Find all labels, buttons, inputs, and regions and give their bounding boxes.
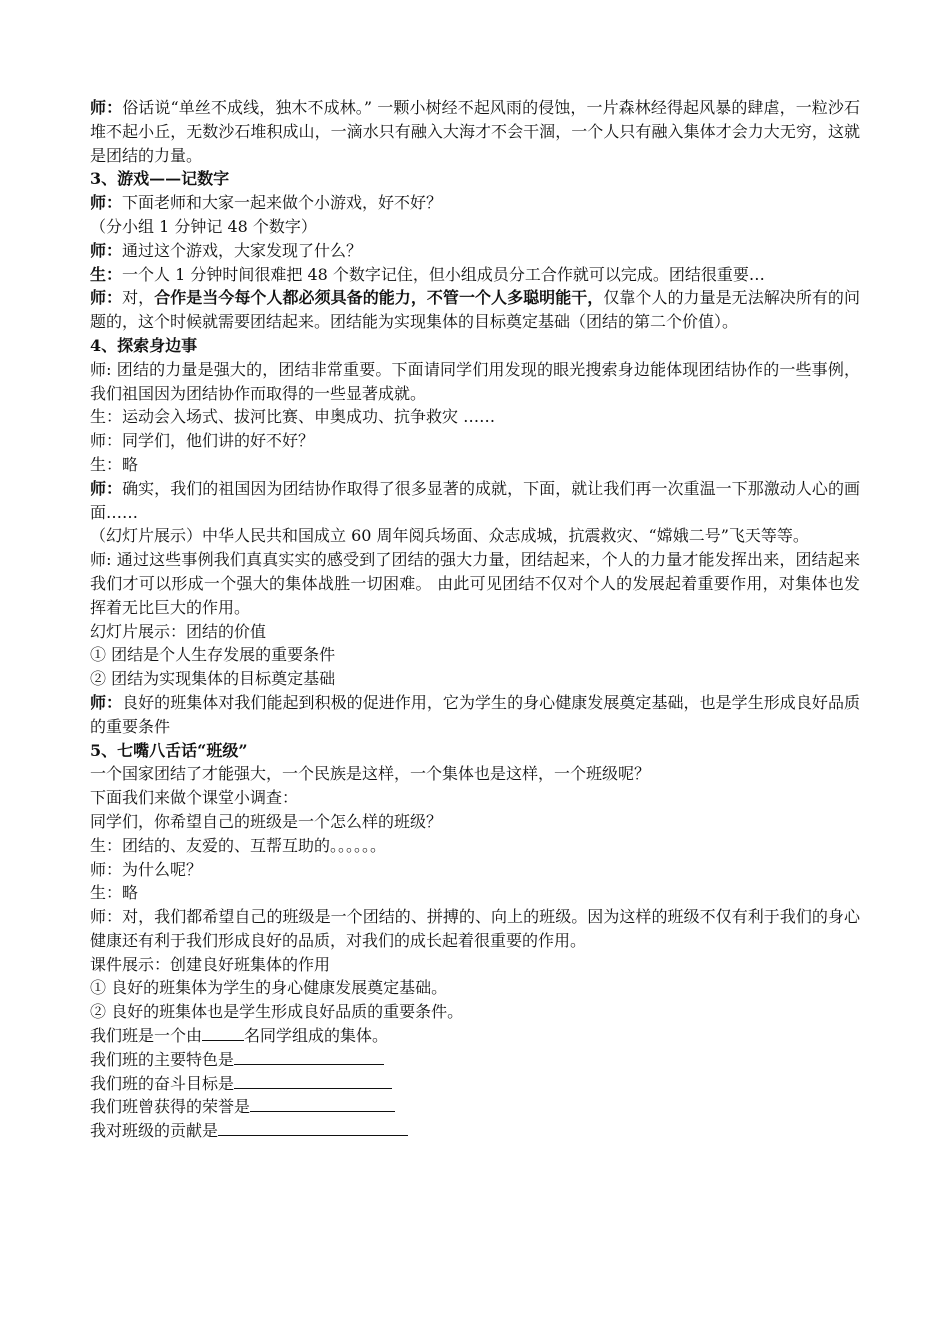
paragraph-text: 对，	[122, 288, 155, 308]
section-heading: 4、探索身边事	[90, 335, 198, 355]
blank-prompt: 我们班的主要特色是	[90, 1049, 235, 1069]
speaker-label: 师：	[90, 478, 123, 498]
paragraph	[90, 477, 860, 525]
speaker-label: 师：	[90, 98, 123, 117]
paragraph: （幻灯片展示）中华人民共和国成立 60 周年阅兵场面、众志成城，抗震救灾、“嫦娥二号”飞天等等。	[90, 526, 809, 546]
list-item: ① 良好的班集体为学生的身心健康发展奠定基础。	[90, 978, 448, 998]
blank-underline	[218, 1121, 408, 1136]
fill-blank-line	[90, 1024, 860, 1048]
blank-prompt: 名同学组成的集体。	[244, 1026, 389, 1046]
speaker-label: 师：	[90, 288, 123, 308]
paragraph-text: 仅靠个人的力量是无法解决所有的问题的，这个时候就需要团结起来。团结能为实现集体的目标奠定基础（团结的第二个价值）。	[90, 288, 860, 332]
speaker-label: 师：	[90, 692, 123, 712]
blank-prompt: 我对班级的贡献是	[90, 1121, 219, 1141]
paragraph	[90, 239, 860, 263]
paragraph-text: 一个人 1 分钟时间很难把 48 个数字记住，但小组成员分工合作就可以完成。团结很重要…	[122, 264, 765, 284]
paragraph: 课件展示：创建良好班集体的作用	[90, 954, 331, 974]
speaker-label: 生：	[90, 264, 123, 284]
blank-prompt: 我们班的奋斗目标是	[90, 1073, 235, 1093]
list-item: ① 团结是个人生存发展的重要条件	[90, 645, 336, 665]
paragraph-text: 下面老师和大家一起来做个小游戏，好不好？	[122, 193, 443, 213]
emphasis-text: 合作是当今每个人都必须具备的能力，不管一个人多聪明能干，	[154, 288, 604, 308]
paragraph	[90, 263, 860, 287]
paragraph: 生：略	[90, 883, 139, 903]
blank-underline	[234, 1050, 384, 1065]
paragraph: 生：团结的、友爱的、互帮互助的。。。。。。	[90, 835, 387, 855]
paragraph-text: 确实，我们的祖国因为团结协作取得了很多显著的成就，下面，就让我们再一次重温一下那激动人心的画面……	[90, 478, 860, 522]
paragraph: 师: 通过这些事例我们真真实实的感受到了团结的强大力量，团结起来，个人的力量才能发挥出来，团结起来我们才可以形成一个强大的集体战胜一切困难。 由此可见团结不仅对个人的发展起着重要作用，对集体也发挥着无比巨大的作用。	[90, 550, 860, 617]
paragraph: 师: 团结的力量是强大的，团结非常重要。下面请同学们用发现的眼光搜索身边能体现团结协作的一些事例，我们祖国因为团结协作而取得的一些显著成就。	[90, 359, 860, 403]
paragraph-text: 通过这个游戏，大家发现了什么？	[122, 240, 363, 260]
paragraph: 师：对，我们都希望自己的班级是一个团结的、拼搏的、向上的班级。因为这样的班级不仅有利于我们的身心健康还有利于我们形成良好的品质，对我们的成长起着很重要的作用。	[90, 907, 860, 950]
paragraph: 同学们，你希望自己的班级是一个怎么样的班级？	[90, 811, 443, 831]
section-heading: 3、游戏——记数字	[90, 169, 230, 189]
list-item: ② 良好的班集体也是学生形成良好品质的重要条件。	[90, 1002, 464, 1022]
fill-blank-line	[90, 1072, 860, 1096]
paragraph	[90, 191, 860, 215]
paragraph: 生：运动会入场式、拔河比赛、申奥成功、抗争救灾 ……	[90, 407, 496, 427]
blank-prompt: 我们班曾获得的荣誉是	[90, 1097, 251, 1117]
paragraph-text: 良好的班集体对我们能起到积极的促进作用，它为学生的身心健康发展奠定基础，也是学生形成良好品质的重要条件	[90, 692, 860, 736]
paragraph	[90, 691, 860, 739]
fill-blank-line	[90, 1119, 860, 1143]
paragraph: （分小组 1 分钟记 48 个数字）	[90, 216, 317, 236]
speaker-label: 师：	[90, 240, 123, 260]
blank-underline	[202, 1026, 244, 1041]
paragraph	[90, 96, 860, 167]
paragraph: 下面我们来做个课堂小调查：	[90, 788, 299, 808]
blank-prompt: 我们班是一个由	[90, 1026, 203, 1046]
paragraph: 师：同学们，他们讲的好不好？	[90, 431, 315, 451]
paragraph: 师：为什么呢？	[90, 859, 203, 879]
paragraph: 生：略	[90, 454, 139, 474]
section-heading: 5、七嘴八舌话“班级”	[90, 740, 248, 760]
paragraph	[90, 286, 860, 334]
speaker-label: 师：	[90, 193, 123, 213]
list-item: ② 团结为实现集体的目标奠定基础	[90, 669, 336, 689]
fill-blank-line	[90, 1048, 860, 1072]
fill-blank-line	[90, 1095, 860, 1119]
paragraph: 一个国家团结了才能强大，一个民族是这样，一个集体也是这样，一个班级呢？	[90, 764, 651, 784]
blank-underline	[234, 1074, 392, 1089]
document-page	[90, 96, 860, 1143]
paragraph: 幻灯片展示：团结的价值	[90, 621, 267, 641]
blank-underline	[250, 1097, 395, 1112]
paragraph-text: 俗话说“单丝不成线，独木不成林。” 一颗小树经不起风雨的侵蚀，一片森林经得起风暴的肆虐，一粒沙石堆不起小丘，无数沙石堆积成山，一滴水只有融入大海才不会干涸，一个人只有融入集体才会力大无穷，这就是团结的力量。	[90, 98, 860, 165]
